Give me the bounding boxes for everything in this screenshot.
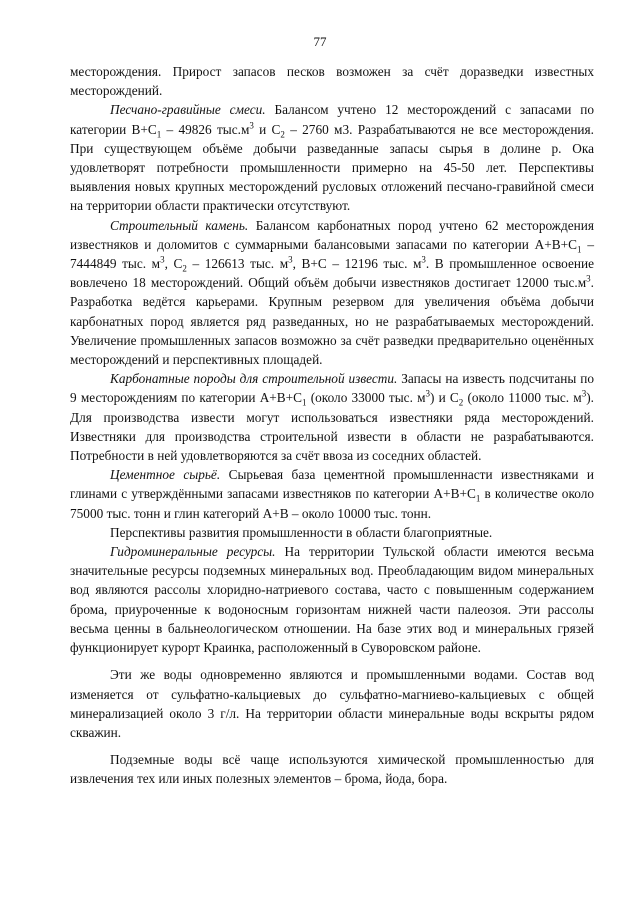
paragraph-continuation: месторождения. Прирост запасов песков возможен за счёт доразведки известных месторождений. [70, 64, 594, 99]
paragraph-sand-gravel: Песчано-гравийные смеси. Балансом учтено 12 месторождений с запасами по категории $В+С_1 - 49826$ $тыс.м^3$ и $С_2 - 2760$ м3. Разрабатываются не все месторождения. При существующем объёме добычи разведанные запасы сырья в долине р. Ока удовлетворят потребности промышленности примерно на 45-50 лет. Перспективы выявления новых крупных месторождений русловых отложений песчано-гравийной смеси на территории области практически отсутствуют. [70, 102, 594, 214]
paragraph-hydromineral: Гидроминеральные ресурсы. На территории Тульской области имеются весьма значительные ресурсы подземных минеральных вод. Преобладающим видом минеральных вод являются рассолы хлоридно-натриевого состава, часто с повышенным содержанием брома, приуроченные к водоносным горизонтам нижней части палеозоя. Эти рассолы весьма ценны в бальнеологическом отношении. На базе этих вод и минеральных грязей функционирует курорт Краинка, расположенный в Суворовском районе. [70, 544, 595, 656]
page-number: 77 [313, 34, 327, 49]
paragraph-building-stone: Строительный камень. Балансом карбонатных пород учтено 62 месторождения известняков и доломитов с суммарными балансовыми запасами по категории $А+В+С_1 - 7444849$ тыс. $м^3$, $С_2 - 126613$ тыс. $м^3$, В+С – 12196 тыс. $м^3$. В промышленное освоение вовлечено 18 месторождений. Общий объём добычи известняков достигает 12000 $тыс.м^3$. Разработка ведётся карьерами. Крупным резервом для увеличения объёма добычи карбонатных пород является ряд разведанных, но не разрабатываемых месторождений. Увеличение промышленных запасов возможно за счёт разведки предварительно оценённых месторождений и перспективных площадей. [70, 217, 594, 368]
paragraph-prospects: Перспективы развития промышленности в области благоприятные. [110, 524, 493, 540]
paragraph-cement-raw: Цементное сырьё. Сырьевая база цементной промышленнасти известняками и глинами с утверждёнными запасами известняков по категории $А+В+С_1$ в количестве около 75000 тыс. тонн и глин категорий А+В – около 10000 тыс. тонн. [70, 467, 594, 521]
document-body [70, 62, 594, 789]
paragraph-underground-waters: Подземные воды всё чаще используются химической промышленностью для извлечения тех или иных полезных элементов – брома, йода, бора. [70, 752, 594, 787]
paragraph-carbonate-lime: Карбонатные породы для строительной извести. Запасы на известь подсчитаны по 9 месторождениям по категории $А+В+С_1$ (около 33000 тыс. $м^3$) и $С_2$ (около 11000 тыс. $м^3$). Для производства извести могут использоваться известняки ряда месторождений. Известняки для производства строительной извести в области не разрабатываются. Потребности в ней удовлетворяются за счёт ввоза из соседних областей. [70, 371, 595, 464]
paragraph-industrial-waters: Эти же воды одновременно являются и промышленными водами. Состав вод изменяется от сульфатно-кальциевых до сульфатно-магниево-кальциевых с общей минерализацией около 3 г/л. На территории области минеральные воды вскрыты рядом скважин. [70, 667, 594, 740]
